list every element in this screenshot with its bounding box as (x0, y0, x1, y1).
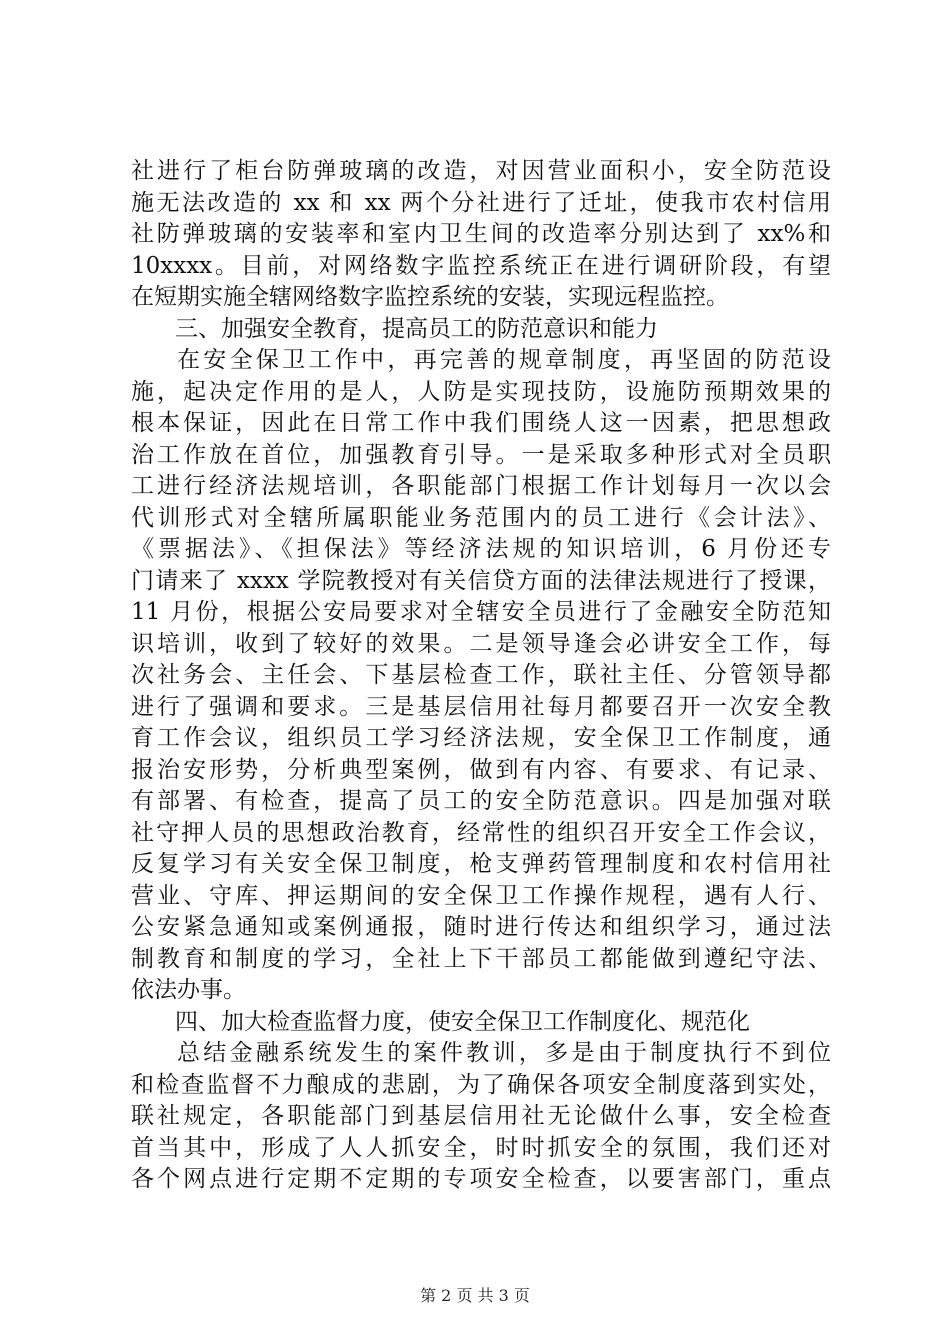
text-line: 三、加强安全教育，提高员工的防范意识和能力 (175, 315, 658, 342)
text-line: 10xxxx。目前，对网络数字监控系统正在进行调研阶段，有望 (131, 252, 831, 279)
text-line: 施无法改造的 xx 和 xx 两个分社进行了迁址，使我市农村信用 (131, 189, 831, 216)
text-line: 育工作会议，组织员工学习经济法规，安全保卫工作制度，通 (131, 725, 831, 751)
text-line: 四、加大检查监督力度，使安全保卫工作制度化、规范化 (175, 1008, 750, 1035)
text-line: 门请来了 xxxx 学院教授对有关信贷方面的法律法规进行了授课， (131, 567, 831, 594)
body-text (131, 156, 831, 1196)
text-line: 报治安形势，分析典型案例，做到有内容、有要求、有记录、 (131, 756, 831, 783)
text-line: 公安紧急通知或案例通报，随时进行传达和组织学习，通过法 (131, 914, 831, 940)
text-line: 依法办事。 (131, 977, 246, 1003)
text-line: 根本保证，因此在日常工作中我们围绕人这一因素，把思想政 (131, 410, 831, 436)
text-line: 《票据法》、《担保法》等经济法规的知识培训，6 月份还专 (131, 536, 831, 562)
text-line: 社守押人员的思想政治教育，经常性的组织召开安全工作会议， (131, 819, 831, 846)
text-line: 代训形式对全辖所属职能业务范围内的员工进行《会计法》、 (131, 504, 831, 531)
text-line: 联社规定，各职能部门到基层信用社无论做什么事，安全检查 (131, 1103, 831, 1129)
text-line: 各个网点进行定期不定期的专项安全检查，以要害部门，重点 (131, 1166, 831, 1192)
text-line: 11 月份，根据公安局要求对全辖安全员进行了金融安全防范知 (131, 599, 831, 625)
text-line: 总结金融系统发生的案件教训，多是由于制度执行不到位 (177, 1040, 831, 1066)
text-line: 治工作放在首位，加强教育引导。一是采取多种形式对全员职 (131, 441, 831, 468)
text-line: 社进行了柜台防弹玻璃的改造，对因营业面积小，安全防范设 (131, 158, 831, 184)
text-line: 工进行经济法规培训，各职能部门根据工作计划每月一次以会 (131, 473, 831, 499)
text-line: 在短期实施全辖网络数字监控系统的安装，实现远程监控。 (131, 284, 729, 310)
text-line: 在安全保卫工作中，再完善的规章制度，再坚固的防范设 (177, 347, 831, 373)
text-line: 进行了强调和要求。三是基层信用社每月都要召开一次安全教 (131, 693, 831, 720)
text-line: 有部署、有检查，提高了员工的安全防范意识。四是加强对联 (131, 788, 831, 814)
text-line: 首当其中，形成了人人抓安全，时时抓安全的氛围，我们还对 (131, 1134, 831, 1161)
text-line: 制教育和制度的学习，全社上下干部员工都能做到遵纪守法、 (131, 945, 831, 972)
text-line: 反复学习有关安全保卫制度，枪支弹药管理制度和农村信用社 (131, 851, 831, 877)
text-line: 识培训，收到了较好的效果。二是领导逢会必讲安全工作，每 (131, 630, 831, 657)
text-line: 施，起决定作用的是人，人防是实现技防，设施防预期效果的 (131, 378, 831, 405)
page-footer: 第 2 页 共 3 页 (420, 1286, 530, 1305)
text-line: 营业、守库、押运期间的安全保卫工作操作规程，遇有人行、 (131, 882, 831, 909)
text-line: 和检查监督不力酿成的悲剧，为了确保各项安全制度落到实处， (131, 1071, 831, 1098)
text-line: 社防弹玻璃的安装率和室内卫生间的改造率分别达到了 xx%和 (131, 221, 831, 247)
text-line: 次社务会、主任会、下基层检查工作，联社主任、分管领导都 (131, 662, 831, 688)
